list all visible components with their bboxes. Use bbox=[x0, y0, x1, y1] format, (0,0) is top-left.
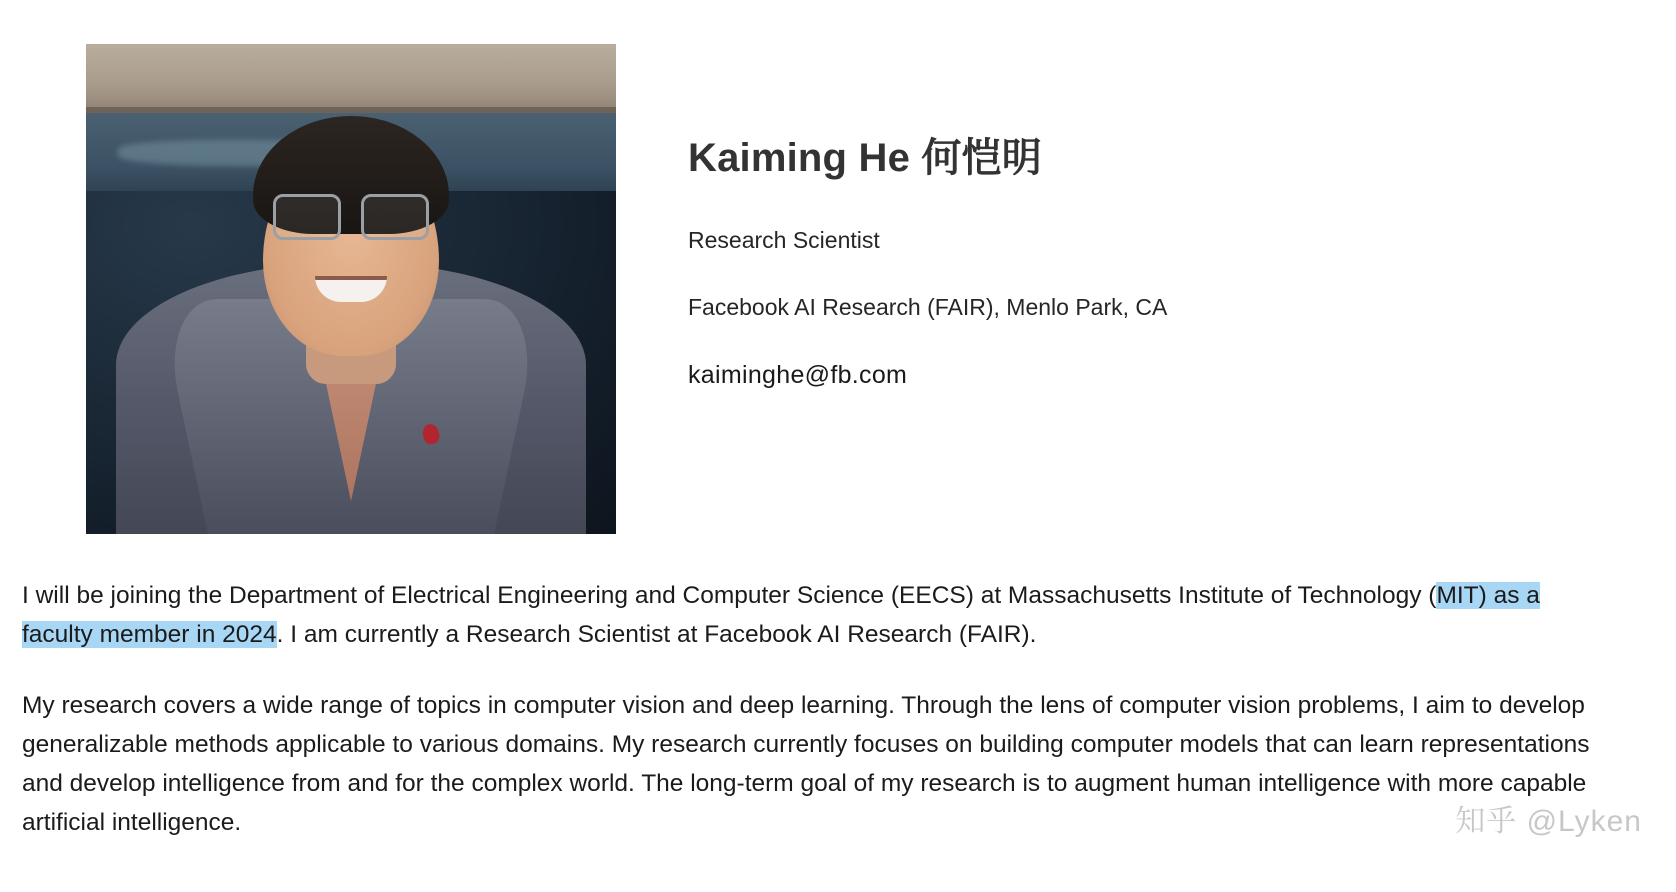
bio-p1-pre: I will be joining the Department of Electrical Engineering and Computer Science (EECS) at Massachusetts Institute of Technology ( bbox=[22, 582, 1437, 609]
bio-p1-post: . I am currently a Research Scientist at Facebook AI Research (FAIR). bbox=[276, 621, 1037, 648]
bio-paragraph-2: My research covers a wide range of topics in computer vision and deep learning. Through the lens of computer vision problems, I aim to develop generalizable methods applicable to various domains. My research currently focuses on building computer models that can learn representations and develop intelligence from and for the complex world. The long-term goal of my research is to augment human intelligence with more capable artificial intelligence. bbox=[22, 692, 1590, 836]
profile-photo bbox=[86, 44, 616, 534]
profile-identity bbox=[616, 44, 1167, 390]
biography-section bbox=[0, 534, 1676, 842]
profile-email[interactable]: kaiminghe@fb.com bbox=[688, 361, 908, 389]
bio-paragraph-1 bbox=[22, 576, 1590, 654]
watermark: 知乎 @Lyken bbox=[1455, 805, 1642, 838]
photo-background-wall bbox=[86, 44, 616, 113]
bio-p1-highlight: MIT) as a faculty member in 2024 bbox=[22, 582, 1540, 648]
photo-person-glasses bbox=[273, 194, 429, 236]
profile-affiliation: Facebook AI Research (FAIR), Menlo Park, CA bbox=[688, 294, 1168, 320]
profile-role: Research Scientist bbox=[688, 227, 880, 253]
page-title: Kaiming He 何恺明 bbox=[688, 136, 1042, 180]
